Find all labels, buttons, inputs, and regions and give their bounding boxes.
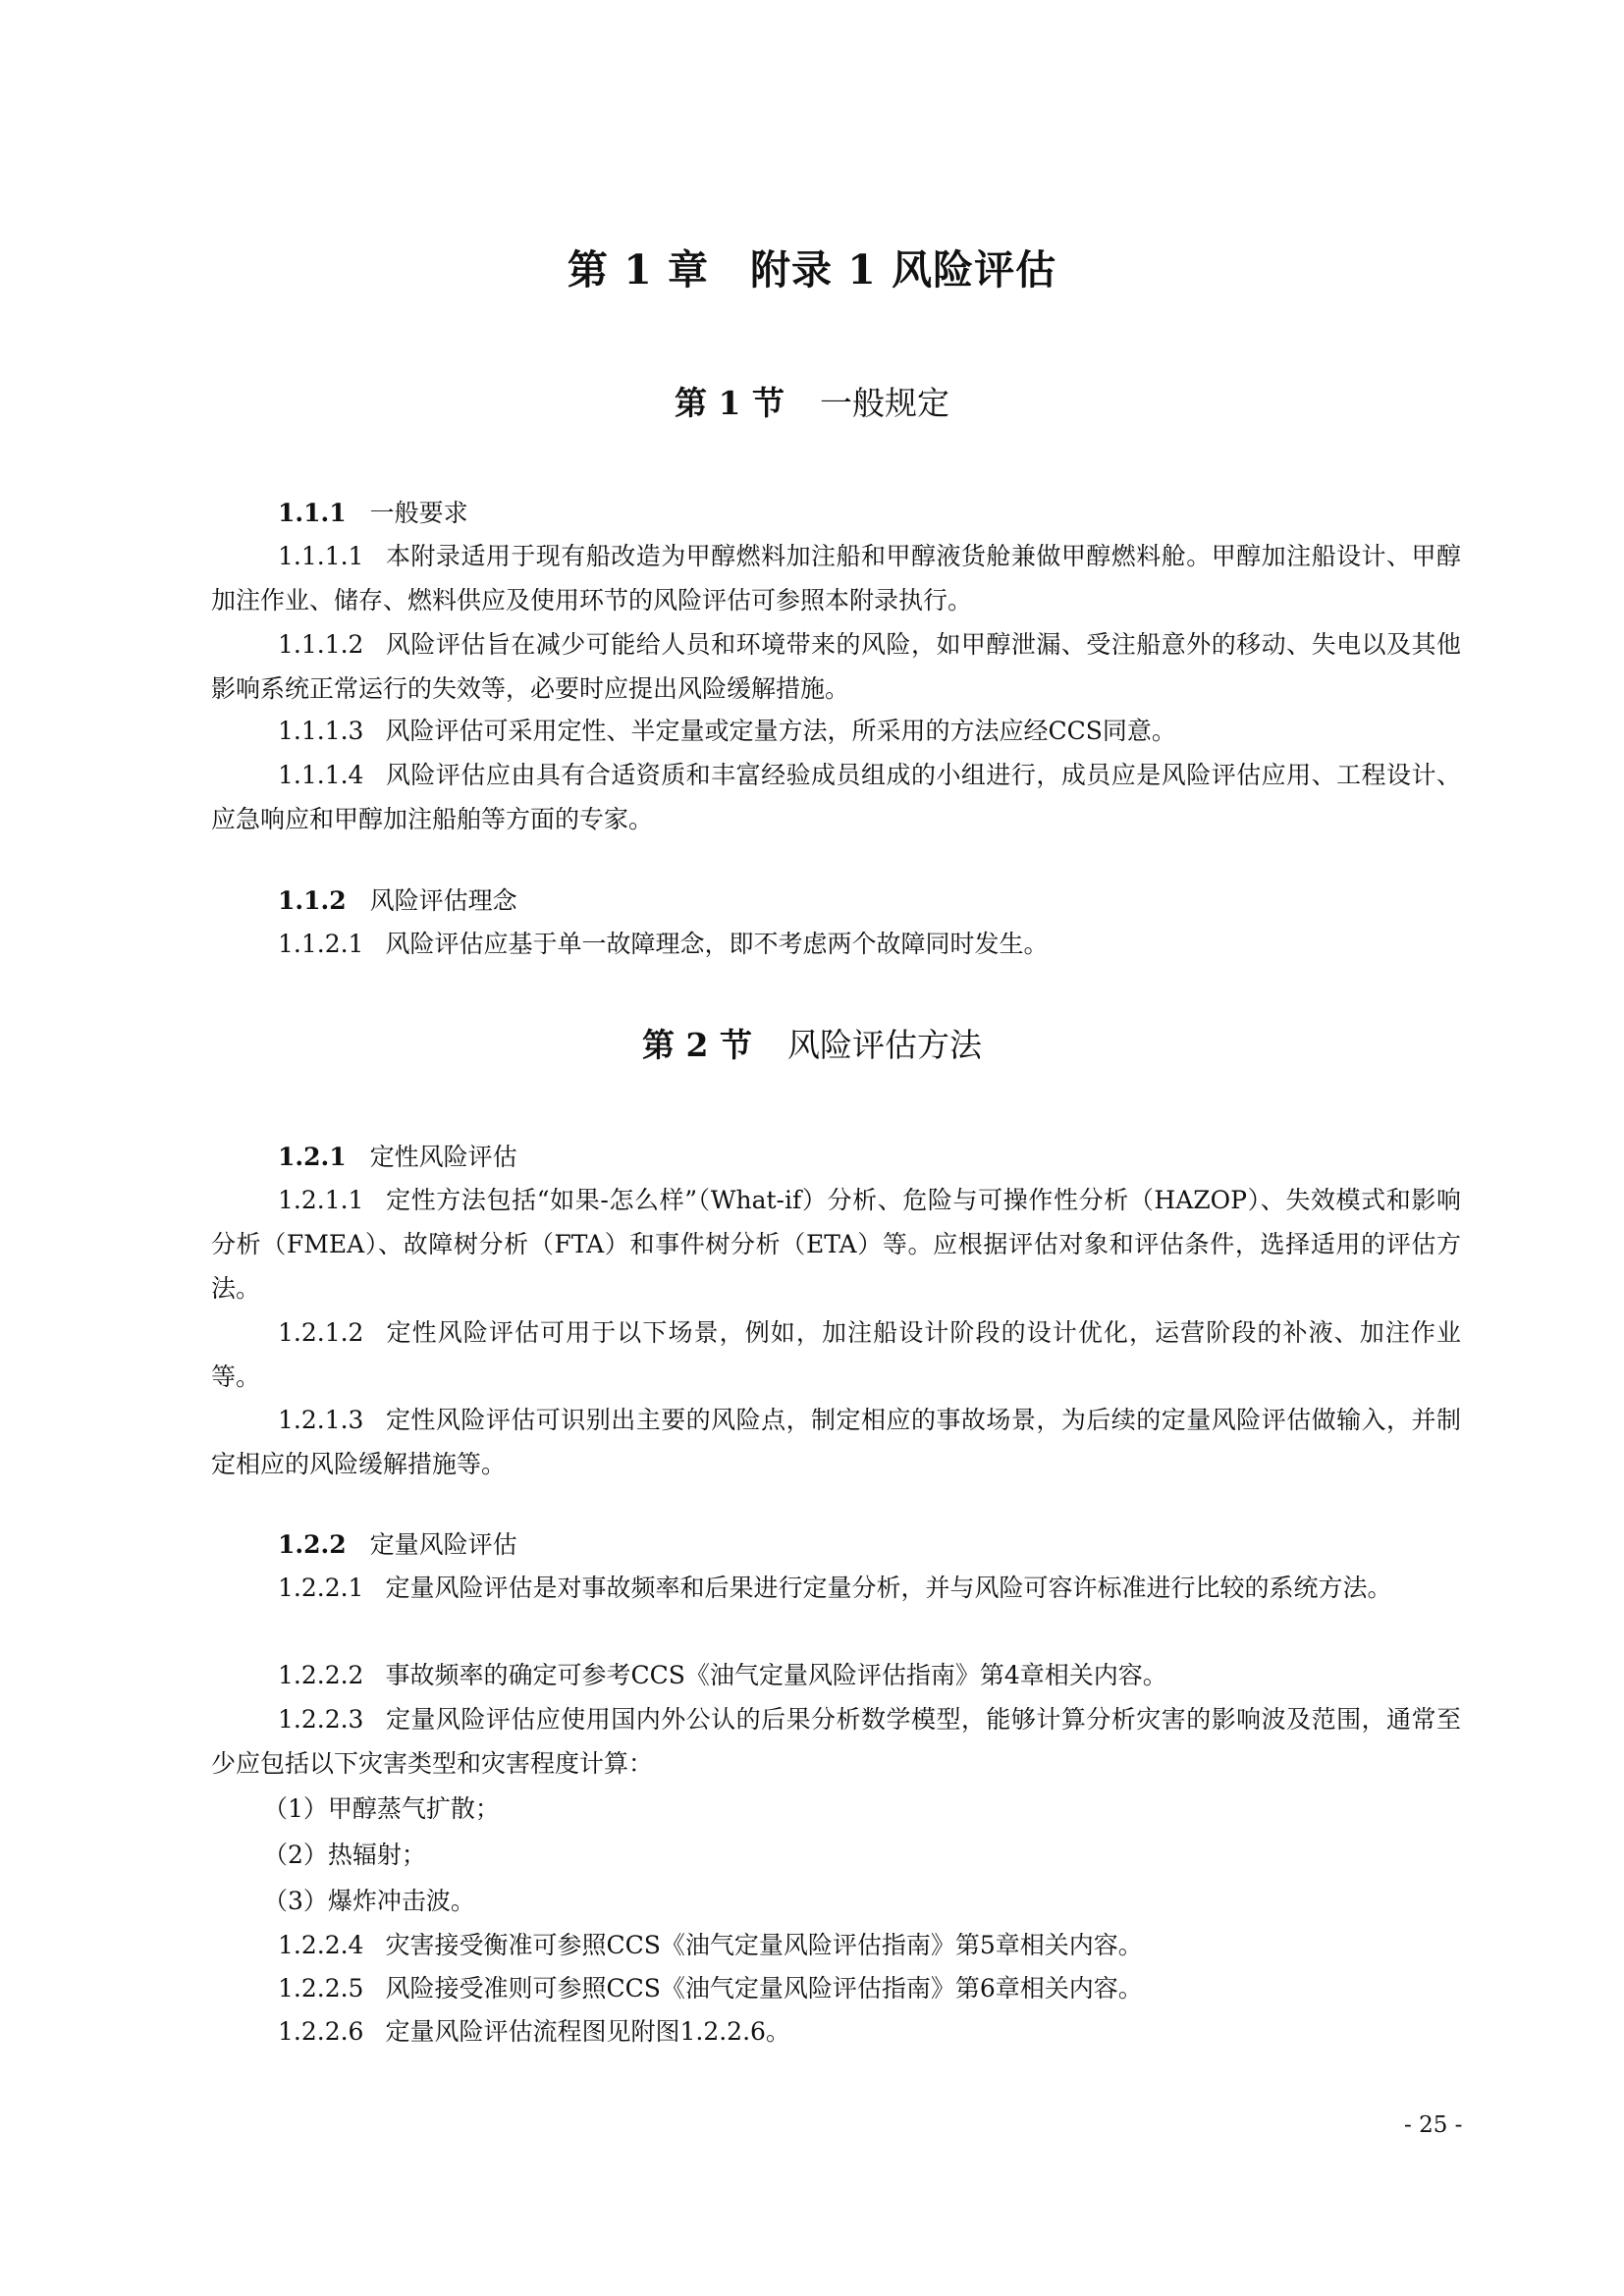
paragraph-number: 1.1.1.3 [278, 717, 364, 745]
paragraph-text: 风险评估旨在减少可能给人员和环境带来的风险，如甲醇泄漏、受注船意外的移动、失电以及其他影响系统正常运行的失效等，必要时应提出风险缓解措施。 [211, 630, 1461, 703]
paragraph-1-2-2-1 [211, 1566, 1461, 1610]
paragraph-number: 1.2.2.3 [278, 1705, 364, 1734]
section-2-title [0, 1021, 1624, 1070]
paragraph-text: 风险评估应基于单一故障理念，即不考虑两个故障同时发生。 [385, 930, 1049, 958]
list-item-1: （1）甲醇蒸气扩散； [263, 1794, 500, 1823]
subsection-title: 一般要求 [369, 499, 468, 527]
paragraph-1-2-1-1 [211, 1178, 1461, 1310]
paragraph-number: 1.1.2.1 [278, 930, 364, 958]
paragraph-1-2-1-2 [211, 1310, 1461, 1399]
section-name: 一般规定 [819, 384, 949, 422]
section-number: 第 2 节 [642, 1026, 752, 1064]
subsection-heading-1-1-1 [278, 494, 468, 533]
paragraph-text: 定性风险评估可识别出主要的风险点，制定相应的事故场景，为后续的定量风险评估做输入，并制定相应的风险缓解措施等。 [211, 1406, 1461, 1478]
subsection-title: 定性风险评估 [369, 1143, 517, 1171]
subsection-number: 1.2.2 [278, 1530, 347, 1559]
subsection-heading-1-1-2 [278, 881, 517, 921]
paragraph-number: 1.2.2.6 [278, 2017, 364, 2046]
paragraph-text: 定性方法包括“如果-怎么样”（What-if）分析、危险与可操作性分析（HAZOP）、失效模式和影响分析（FMEA）、故障树分析（FTA）和事件树分析（ETA）等。应根据评估对象和评估条件，选择适用的评估方法。 [211, 1186, 1461, 1303]
paragraph-1-2-2-5 [211, 1966, 1461, 2010]
paragraph-text: 事故频率的确定可参考CCS《油气定量风险评估指南》第4章相关内容。 [385, 1661, 1167, 1689]
paragraph-1-1-1-3 [211, 709, 1461, 753]
paragraph-1-1-2-1 [211, 922, 1461, 966]
subsection-number: 1.1.2 [278, 886, 347, 915]
paragraph-number: 1.2.2.5 [278, 1974, 364, 2002]
paragraph-text: 定量风险评估应使用国内外公认的后果分析数学模型，能够计算分析灾害的影响波及范围，通常至少应包括以下灾害类型和灾害程度计算： [211, 1705, 1461, 1778]
subsection-heading-1-2-1 [278, 1138, 517, 1177]
paragraph-1-2-2-2 [211, 1653, 1461, 1697]
paragraph-text: 风险接受准则可参照CCS《油气定量风险评估指南》第6章相关内容。 [385, 1974, 1143, 2002]
paragraph-number: 1.2.2.1 [278, 1574, 364, 1602]
paragraph-number: 1.2.1.1 [278, 1186, 364, 1214]
subsection-title: 定量风险评估 [369, 1530, 517, 1559]
section-1-title [0, 379, 1624, 428]
paragraph-text: 定量风险评估是对事故频率和后果进行定量分析，并与风险可容许标准进行比较的系统方法。 [385, 1574, 1392, 1602]
paragraph-1-2-2-6 [211, 2009, 1461, 2054]
paragraph-1-1-1-4 [211, 753, 1461, 841]
paragraph-number: 1.1.1.2 [278, 630, 364, 659]
paragraph-1-2-2-4 [211, 1923, 1461, 1967]
paragraph-1-2-2-3 [211, 1697, 1461, 1786]
page-number: - 25 - [1404, 2112, 1463, 2138]
paragraph-number: 1.2.2.2 [278, 1661, 364, 1689]
paragraph-text: 风险评估可采用定性、半定量或定量方法，所采用的方法应经CCS同意。 [385, 717, 1176, 745]
paragraph-number: 1.2.2.4 [278, 1931, 364, 1959]
list-item-3: （3）爆炸冲击波。 [263, 1887, 475, 1915]
subsection-heading-1-2-2 [278, 1525, 517, 1565]
paragraph-number: 1.2.1.3 [278, 1406, 364, 1434]
paragraph-1-1-1-1 [211, 534, 1461, 622]
subsection-number: 1.2.1 [278, 1143, 347, 1171]
paragraph-1-1-1-2 [211, 622, 1461, 711]
paragraph-text: 定性风险评估可用于以下场景，例如，加注船设计阶段的设计优化，运营阶段的补液、加注作业等。 [211, 1318, 1461, 1391]
paragraph-text: 风险评估应由具有合适资质和丰富经验成员组成的小组进行，成员应是风险评估应用、工程设计、应急响应和甲醇加注船舶等方面的专家。 [211, 761, 1461, 833]
paragraph-number: 1.1.1.4 [278, 761, 364, 789]
section-name: 风险评估方法 [786, 1026, 982, 1064]
paragraph-number: 1.1.1.1 [278, 542, 364, 570]
paragraph-text: 定量风险评估流程图见附图1.2.2.6。 [385, 2017, 790, 2046]
list-item-2: （2）热辐射； [263, 1841, 426, 1869]
subsection-title: 风险评估理念 [369, 886, 517, 915]
paragraph-text: 本附录适用于现有船改造为甲醇燃料加注船和甲醇液货舱兼做甲醇燃料舱。甲醇加注船设计、甲醇加注作业、储存、燃料供应及使用环节的风险评估可参照本附录执行。 [211, 542, 1461, 614]
subsection-number: 1.1.1 [278, 499, 347, 527]
paragraph-text: 灾害接受衡准可参照CCS《油气定量风险评估指南》第5章相关内容。 [385, 1931, 1143, 1959]
paragraph-1-2-1-3 [211, 1398, 1461, 1486]
section-number: 第 1 节 [675, 384, 785, 422]
chapter-title: 第 1 章 附录 1 风险评估 [567, 246, 1057, 294]
paragraph-number: 1.2.1.2 [278, 1318, 364, 1347]
